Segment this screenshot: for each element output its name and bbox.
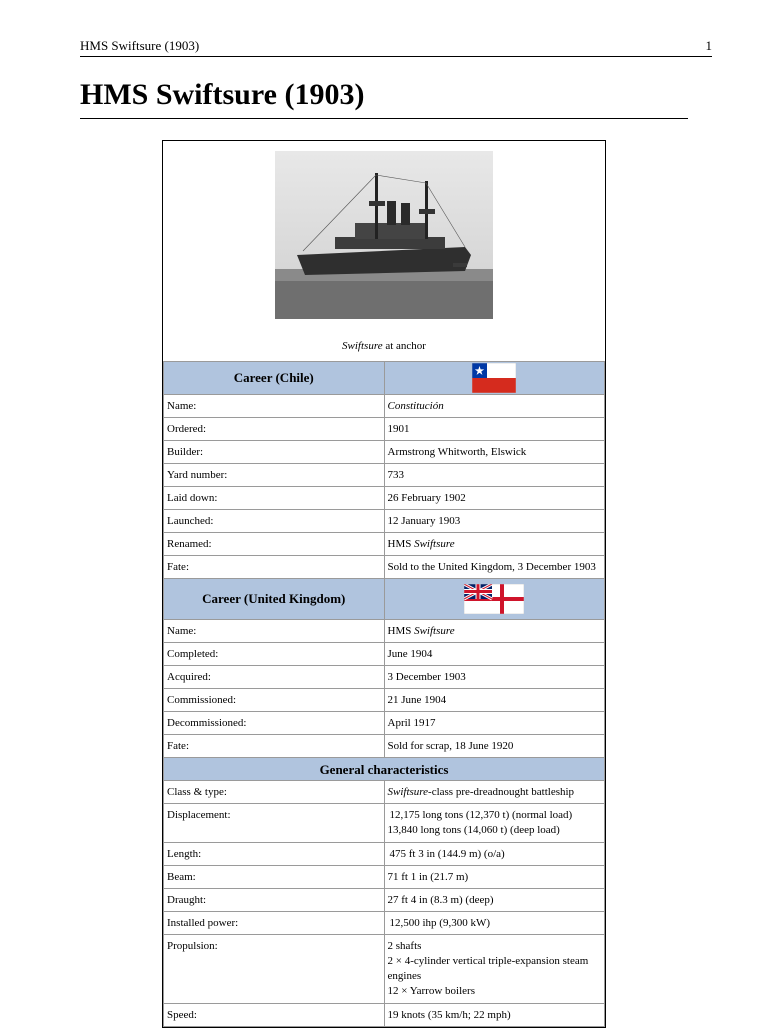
uk-row-commissioned xyxy=(164,689,605,712)
white-ensign-icon xyxy=(464,584,524,614)
general-row-class-type xyxy=(164,781,605,804)
row-value-ship: Swiftsure xyxy=(414,624,455,637)
row-label: Completed: xyxy=(164,643,385,666)
row-value-text: Constitución xyxy=(387,399,444,412)
row-value xyxy=(384,804,605,843)
running-title: HMS Swiftsure (1903) xyxy=(80,38,200,53)
image-caption xyxy=(164,331,605,362)
career-uk-heading: Career (United Kingdom) xyxy=(164,579,385,620)
row-label: Speed: xyxy=(164,1004,385,1027)
chile-row-fate xyxy=(164,556,605,579)
row-label: Fate: xyxy=(164,735,385,758)
chile-row-launched xyxy=(164,510,605,533)
uk-row-decommissioned xyxy=(164,712,605,735)
row-value xyxy=(384,781,605,804)
row-label: Commissioned: xyxy=(164,689,385,712)
propulsion-engines: 2 × 4-cylinder vertical triple-expansion steam engines xyxy=(387,955,589,982)
row-label: Length: xyxy=(164,843,385,866)
chile-row-laid-down xyxy=(164,487,605,510)
chile-flag-icon xyxy=(472,363,516,393)
row-label: Renamed: xyxy=(164,533,385,556)
row-value: April 1917 xyxy=(384,712,605,735)
general-row-draught xyxy=(164,889,605,912)
uk-row-completed xyxy=(164,643,605,666)
row-label: Class & type: xyxy=(164,781,385,804)
chile-row-renamed xyxy=(164,533,605,556)
page-title: HMS Swiftsure (1903) xyxy=(80,78,365,111)
row-value: 1901 xyxy=(384,418,605,441)
row-value xyxy=(384,395,605,418)
row-value xyxy=(384,935,605,1004)
general-row-propulsion xyxy=(164,935,605,1004)
row-label: Yard number: xyxy=(164,464,385,487)
row-label: Displacement: xyxy=(164,804,385,843)
row-label: Name: xyxy=(164,620,385,643)
uk-row-fate xyxy=(164,735,605,758)
row-value: 26 February 1902 xyxy=(384,487,605,510)
row-value-prefix: HMS xyxy=(387,624,415,637)
general-row-beam xyxy=(164,866,605,889)
title-rule xyxy=(80,118,688,119)
row-label: Decommissioned: xyxy=(164,712,385,735)
row-value xyxy=(384,533,605,556)
row-label: Builder: xyxy=(164,441,385,464)
caption-ship-name: Swiftsure xyxy=(342,339,383,352)
general-row-speed xyxy=(164,1004,605,1027)
row-value: 12 January 1903 xyxy=(384,510,605,533)
row-value: Sold for scrap, 18 June 1920 xyxy=(384,735,605,758)
row-value: 3 December 1903 xyxy=(384,666,605,689)
row-value-prefix: HMS xyxy=(387,537,415,550)
row-label: Name: xyxy=(164,395,385,418)
row-label: Draught: xyxy=(164,889,385,912)
row-value[interactable]: Armstrong Whitworth, Elswick xyxy=(384,441,605,464)
displacement-normal: 12,175 long tons (12,370 t) (normal load) xyxy=(389,809,573,821)
chile-row-builder xyxy=(164,441,605,464)
row-label: Acquired: xyxy=(164,666,385,689)
general-row-length xyxy=(164,843,605,866)
row-label: Laid down: xyxy=(164,487,385,510)
chile-row-name xyxy=(164,395,605,418)
row-value-class: Swiftsure xyxy=(387,785,429,798)
row-value: Sold to the United Kingdom, 3 December 1903 xyxy=(384,556,605,579)
general-heading: General characteristics xyxy=(164,758,605,781)
career-chile-heading: Career (Chile) xyxy=(164,362,385,395)
row-value-rest: -class pre-dreadnought battleship xyxy=(428,785,575,798)
row-value: 12,500 ihp (9,300 kW) xyxy=(384,912,605,935)
row-value: June 1904 xyxy=(384,643,605,666)
row-value: 733 xyxy=(384,464,605,487)
header-rule xyxy=(80,56,712,57)
row-label: Propulsion: xyxy=(164,935,385,1004)
row-label: Installed power: xyxy=(164,912,385,935)
row-label: Fate: xyxy=(164,556,385,579)
page-number: 1 xyxy=(705,38,712,53)
row-label: Launched: xyxy=(164,510,385,533)
uk-row-acquired xyxy=(164,666,605,689)
ship-photo[interactable] xyxy=(275,151,493,319)
row-value: 475 ft 3 in (144.9 m) (o/a) xyxy=(384,843,605,866)
displacement-deep: 13,840 long tons (14,060 t) (deep load) xyxy=(387,824,560,836)
row-value-ship: Swiftsure xyxy=(414,537,455,550)
propulsion-shafts: 2 shafts xyxy=(387,940,422,952)
row-label: Beam: xyxy=(164,866,385,889)
general-row-installed-power xyxy=(164,912,605,935)
row-value: 19 knots (35 km/h; 22 mph) xyxy=(384,1004,605,1027)
infobox xyxy=(162,140,606,1028)
chile-row-ordered xyxy=(164,418,605,441)
career-uk-flag-cell xyxy=(384,579,605,620)
general-row-displacement xyxy=(164,804,605,843)
row-value: 21 June 1904 xyxy=(384,689,605,712)
running-header xyxy=(80,38,712,54)
chile-row-yard-number xyxy=(164,464,605,487)
ship-photo-cell xyxy=(164,141,605,331)
row-value xyxy=(384,620,605,643)
row-value: 27 ft 4 in (8.3 m) (deep) xyxy=(384,889,605,912)
row-label: Ordered: xyxy=(164,418,385,441)
row-value: 71 ft 1 in (21.7 m) xyxy=(384,866,605,889)
propulsion-boilers: 12 × Yarrow boilers xyxy=(387,985,475,997)
career-chile-flag-cell xyxy=(384,362,605,395)
uk-row-name xyxy=(164,620,605,643)
caption-text: at anchor xyxy=(382,339,426,352)
